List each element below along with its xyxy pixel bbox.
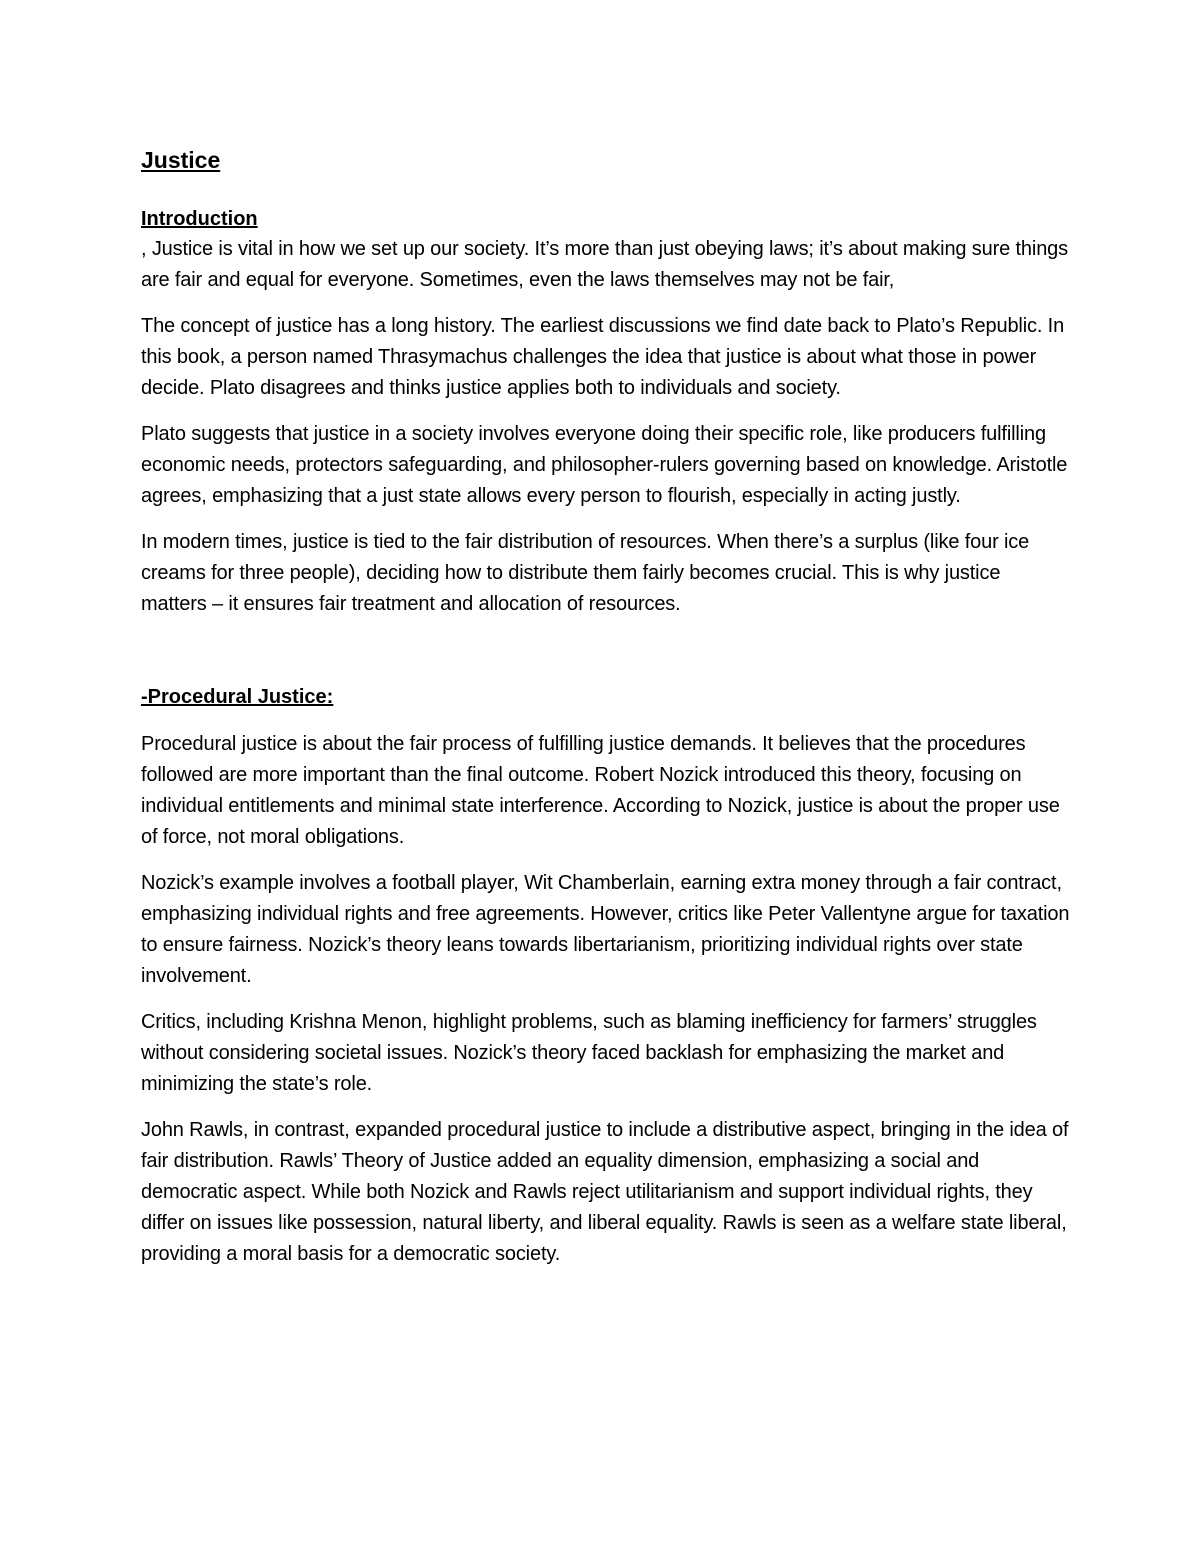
document-page	[141, 144, 1071, 1285]
document-title: Justice	[141, 147, 221, 173]
procedural-justice-paragraph-1: Procedural justice is about the fair process of fulfilling justice demands. It believes that the procedures followed are more important than the final outcome. Robert Nozick introduced this theory, focusing on individual entitlements and minimal state interference. According to Nozick, justice is about the proper use of force, not moral obligations.	[141, 733, 1060, 848]
introduction-paragraph-1: , Justice is vital in how we set up our society. It’s more than just obeying laws; it’s about making sure things are fair and equal for everyone. Sometimes, even the laws themselves may not be fair,	[141, 238, 1068, 291]
introduction-paragraph-4: In modern times, justice is tied to the fair distribution of resources. When there’s a surplus (like four ice creams for three people), deciding how to distribute them fairly becomes crucial. This is why justice matters – it ensures fair treatment and allocation of resources.	[141, 531, 1030, 615]
introduction-paragraph-2: The concept of justice has a long history. The earliest discussions we find date back to Plato’s Republic. In this book, a person named Thrasymachus challenges the idea that justice is about what those in power decide. Plato disagrees and thinks justice applies both to individuals and society.	[141, 315, 1065, 399]
introduction-paragraph-3: Plato suggests that justice in a society involves everyone doing their specific role, like producers fulfilling economic needs, protectors safeguarding, and philosopher-rulers governing based on knowledge. Aristotle agrees, emphasizing that a just state allows every person to flourish, especially in acting justly.	[141, 423, 1068, 507]
introduction-heading: Introduction	[141, 208, 258, 230]
procedural-justice-paragraph-2: Nozick’s example involves a football player, Wit Chamberlain, earning extra money through a fair contract, emphasizing individual rights and free agreements. However, critics like Peter Vallentyne argue for taxation to ensure fairness. Nozick’s theory leans towards libertarianism, prioritizing individual rights over state involvement.	[141, 872, 1070, 987]
procedural-justice-section	[141, 682, 1071, 1270]
procedural-justice-heading: -Procedural Justice:	[141, 686, 334, 708]
introduction-section	[141, 204, 1071, 620]
section-spacer	[141, 635, 1071, 682]
procedural-justice-paragraph-3: Critics, including Krishna Menon, highlight problems, such as blaming inefficiency for farmers’ struggles without considering societal issues. Nozick’s theory faced backlash for emphasizing the market and minimizing the state’s role.	[141, 1011, 1037, 1095]
procedural-justice-paragraph-4: John Rawls, in contrast, expanded procedural justice to include a distributive aspect, bringing in the idea of fair distribution. Rawls’ Theory of Justice added an equality dimension, emphasizing a social and democratic aspect. While both Nozick and Rawls reject utilitarianism and support individual rights, they differ on issues like possession, natural liberty, and liberal equality. Rawls is seen as a welfare state liberal, providing a moral basis for a democratic society.	[141, 1119, 1069, 1265]
